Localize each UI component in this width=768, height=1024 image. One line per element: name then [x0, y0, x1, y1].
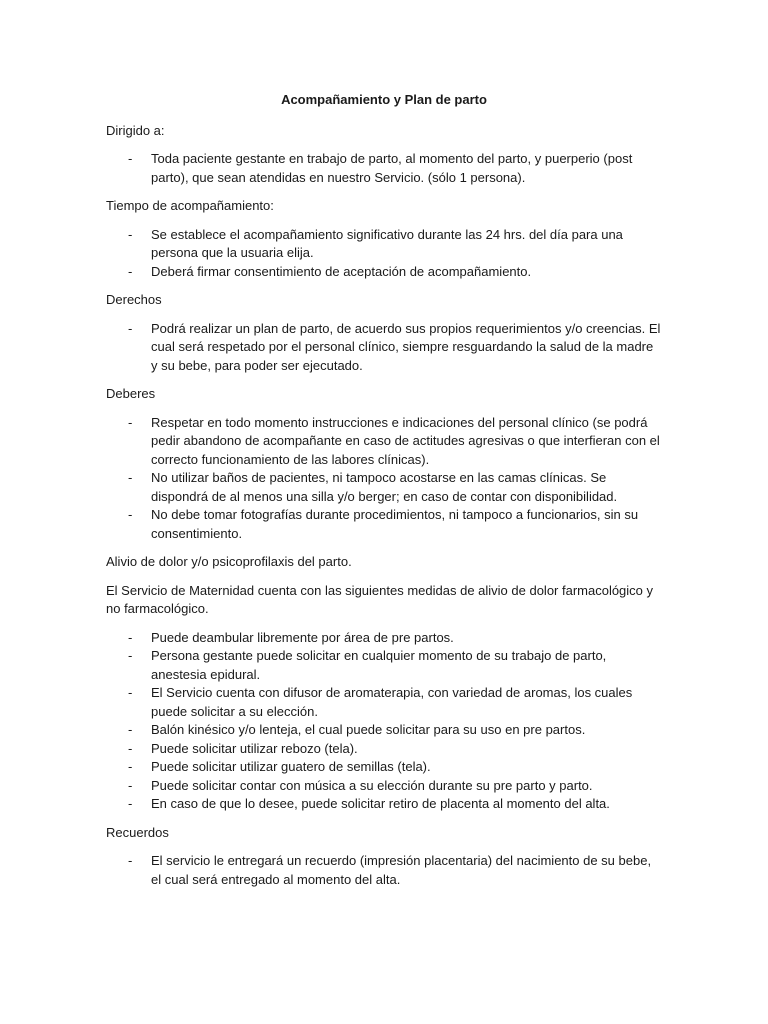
- list-item-text: Deberá firmar consentimiento de aceptación de acompañamiento.: [151, 263, 532, 279]
- list-item: [106, 721, 662, 740]
- list-item: [106, 852, 662, 889]
- list-dirigido: [106, 150, 662, 187]
- list-item-text: Balón kinésico y/o lenteja, el cual puede solicitar para su uso en pre partos.: [151, 722, 586, 737]
- section-heading-recuerdos: Recuerdos: [106, 824, 169, 840]
- bullet-dash: -: [128, 226, 133, 242]
- list-item: [106, 740, 662, 759]
- list-item-text: Podrá realizar un plan de parto, de acuerdo sus propios requerimientos y/o creencias. El cual será respetado por el personal clínico, siempre resguardando la salud de la madre y su bebe, para poder ser ejecutado.: [151, 320, 661, 373]
- bullet-dash: -: [128, 759, 133, 774]
- bullet-dash: -: [128, 151, 133, 166]
- list-deberes: [106, 414, 662, 544]
- list-recuerdos: [106, 852, 662, 889]
- list-alivio: [106, 629, 662, 814]
- list-item-text: En caso de que lo desee, puede solicitar retiro de placenta al momento del alta.: [151, 796, 610, 811]
- list-item-text: No utilizar baños de pacientes, ni tampoco acostarse en las camas clínicas. Se dispondrá de al menos una silla y/o berger; en caso de contar con disponibilidad.: [151, 470, 618, 504]
- bullet-dash: -: [128, 740, 133, 756]
- section-heading-dirigido: Dirigido a:: [106, 122, 165, 138]
- bullet-dash: -: [128, 796, 133, 811]
- list-item: [106, 469, 662, 506]
- list-item: [106, 320, 662, 376]
- list-item: [106, 777, 662, 796]
- paragraph-alivio: El Servicio de Maternidad cuenta con las siguientes medidas de alivio de dolor farmacológico y no farmacológico.: [106, 582, 654, 616]
- section-heading-deberes: Deberes: [106, 386, 156, 401]
- document-title: Acompañamiento y Plan de parto: [281, 92, 487, 107]
- bullet-dash: -: [128, 263, 133, 279]
- list-item: [106, 506, 662, 543]
- list-item: [106, 150, 662, 187]
- list-item-text: El servicio le entregará un recuerdo (impresión placentaria) del nacimiento de su bebe, el cual será entregado al momento del alta.: [151, 853, 652, 887]
- list-item: [106, 758, 662, 777]
- bullet-dash: -: [128, 853, 133, 868]
- bullet-dash: -: [128, 470, 133, 485]
- list-item-text: Puede solicitar utilizar rebozo (tela).: [151, 740, 358, 756]
- list-item-text: Puede solicitar utilizar guatero de semillas (tela).: [151, 759, 431, 774]
- bullet-dash: -: [128, 685, 133, 700]
- list-item: [106, 414, 662, 470]
- section-heading-alivio: Alivio de dolor y/o psicoprofilaxis del parto.: [106, 554, 352, 569]
- list-item-text: Puede solicitar contar con música a su elección durante su pre parto y parto.: [151, 777, 593, 793]
- bullet-dash: -: [128, 777, 133, 793]
- bullet-dash: -: [128, 414, 133, 430]
- document-page: [106, 91, 662, 899]
- list-item-text: No debe tomar fotografías durante procedimientos, ni tampoco a funcionarios, sin su consentimiento.: [151, 507, 639, 541]
- bullet-dash: -: [128, 648, 133, 663]
- list-item-text: Toda paciente gestante en trabajo de parto, al momento del parto, y puerperio (post parto), que sean atendidas en nuestro Servicio. (sólo 1 persona).: [151, 151, 633, 185]
- bullet-dash: -: [128, 507, 133, 522]
- list-item-text: El Servicio cuenta con difusor de aromaterapia, con variedad de aromas, los cuales puede solicitar a su elección.: [151, 685, 633, 719]
- list-item: [106, 684, 662, 721]
- section-heading-tiempo: Tiempo de acompañamiento:: [106, 198, 274, 213]
- list-item-text: Se establece el acompañamiento significativo durante las 24 hrs. del día para una persona que la usuaria elija.: [151, 226, 623, 260]
- section-heading-derechos: Derechos: [106, 292, 162, 307]
- list-item-text: Puede deambular libremente por área de pre partos.: [151, 629, 454, 645]
- list-item-text: Respetar en todo momento instrucciones e indicaciones del personal clínico (se podrá pedir abandono de acompañante en caso de actitudes agresivas o que interfieran con el correcto funcionamiento de las labores clínicas).: [151, 414, 660, 467]
- bullet-dash: -: [128, 629, 133, 645]
- list-item: [106, 629, 662, 648]
- bullet-dash: -: [128, 722, 133, 737]
- list-item: [106, 263, 662, 282]
- bullet-dash: -: [128, 320, 133, 336]
- list-tiempo: [106, 226, 662, 282]
- list-item-text: Persona gestante puede solicitar en cualquier momento de su trabajo de parto, anestesia epidural.: [151, 648, 607, 682]
- list-item: [106, 647, 662, 684]
- list-item: [106, 226, 662, 263]
- list-derechos: [106, 320, 662, 376]
- list-item: [106, 795, 662, 814]
